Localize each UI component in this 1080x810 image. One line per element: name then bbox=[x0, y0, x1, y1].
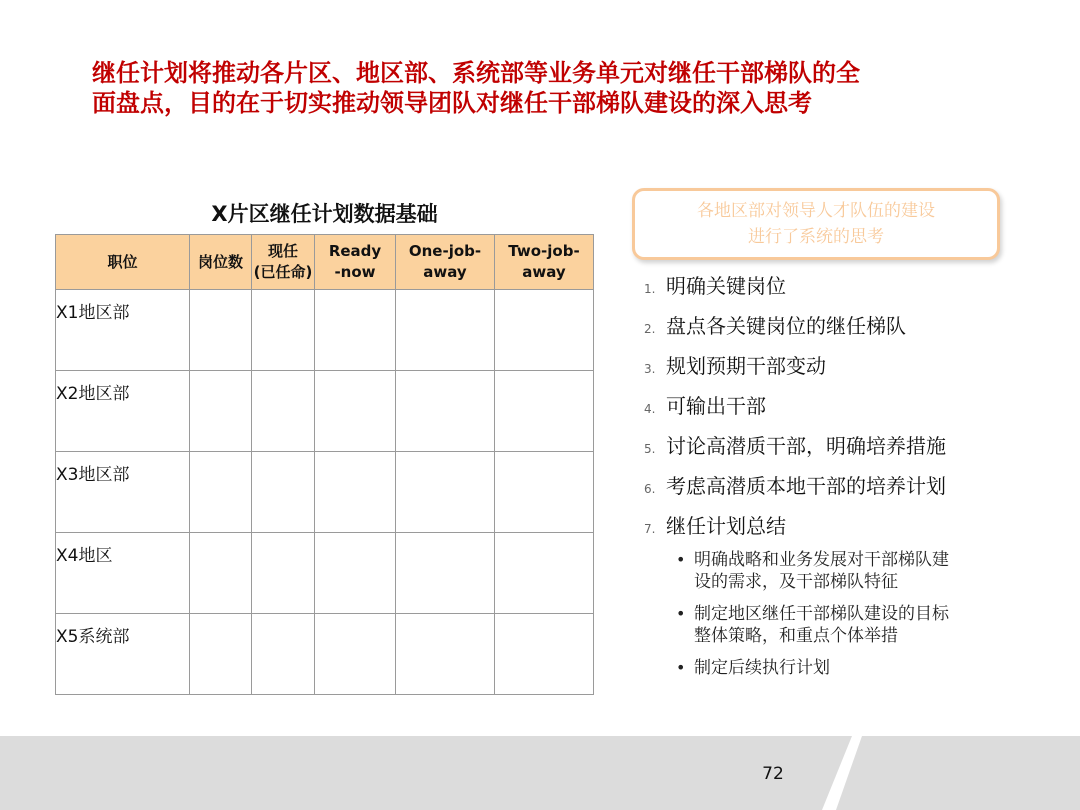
header-label: One-job- bbox=[408, 242, 482, 260]
empty-cell bbox=[495, 290, 594, 371]
empty-cell bbox=[315, 614, 396, 695]
header-label: Ready bbox=[328, 242, 382, 260]
list-item bbox=[644, 430, 1054, 470]
empty-cell bbox=[190, 533, 252, 614]
header-cell-post-count bbox=[190, 235, 252, 290]
empty-cell bbox=[315, 452, 396, 533]
step-text: 盘点各关键岗位的继任梯队 bbox=[666, 314, 906, 338]
slide-title-line-1: 继任计划将推动各片区、地区部、系统部等业务单元对继任干部梯队的全 bbox=[92, 59, 860, 87]
step-number: 1. bbox=[644, 282, 656, 296]
empty-cell bbox=[252, 614, 315, 695]
bullet-icon: • bbox=[676, 604, 686, 623]
table-caption: X片区继任计划数据基础 bbox=[211, 202, 438, 226]
empty-cell bbox=[315, 533, 396, 614]
bullet-text bbox=[694, 549, 949, 593]
table-row bbox=[56, 614, 594, 695]
table-row bbox=[56, 290, 594, 371]
row-label: X3地区部 bbox=[56, 452, 190, 533]
footer-band bbox=[0, 736, 1080, 810]
header-label-sub: (已任命) bbox=[253, 263, 313, 281]
bullet-line: 制定后续执行计划 bbox=[694, 658, 830, 678]
empty-cell bbox=[495, 371, 594, 452]
empty-cell bbox=[190, 290, 252, 371]
bullet-text bbox=[694, 603, 949, 647]
bullet-text bbox=[694, 657, 830, 679]
empty-cell bbox=[396, 614, 495, 695]
callout-line-1: 各地区部对领导人才队伍的建设 bbox=[697, 201, 935, 221]
step-text: 讨论高潜质干部，明确培养措施 bbox=[666, 434, 946, 458]
header-cell-two-job-away bbox=[495, 235, 594, 290]
list-item bbox=[676, 657, 1026, 679]
table-row bbox=[56, 371, 594, 452]
empty-cell bbox=[252, 371, 315, 452]
list-item bbox=[644, 310, 1054, 350]
bullet-icon: • bbox=[676, 658, 686, 677]
bullet-line: 整体策略，和重点个体举措 bbox=[694, 626, 898, 646]
callout-box bbox=[632, 188, 1000, 260]
step-text: 规划预期干部变动 bbox=[666, 354, 826, 378]
empty-cell bbox=[396, 371, 495, 452]
table-row bbox=[56, 533, 594, 614]
step-number: 4. bbox=[644, 402, 656, 416]
empty-cell bbox=[495, 533, 594, 614]
header-label: 现任 bbox=[267, 242, 298, 260]
empty-cell bbox=[252, 290, 315, 371]
slide-title-line-2: 面盘点，目的在于切实推动领导团队对继任干部梯队建设的深入思考 bbox=[92, 89, 812, 117]
empty-cell bbox=[190, 614, 252, 695]
empty-cell bbox=[190, 452, 252, 533]
step-text: 考虑高潜质本地干部的培养计划 bbox=[666, 474, 946, 498]
footer-grey-left bbox=[0, 736, 852, 810]
list-item bbox=[644, 510, 1054, 550]
row-label: X1地区部 bbox=[56, 290, 190, 371]
empty-cell bbox=[315, 371, 396, 452]
table-row bbox=[56, 452, 594, 533]
header-cell-position bbox=[56, 235, 190, 290]
header-cell-incumbent bbox=[252, 235, 315, 290]
step-number: 3. bbox=[644, 362, 656, 376]
empty-cell bbox=[252, 533, 315, 614]
header-label: 职位 bbox=[107, 252, 138, 271]
header-label-sub: -now bbox=[334, 263, 376, 281]
slide-title bbox=[92, 58, 992, 118]
footer-grey-right bbox=[836, 736, 1080, 810]
step-text: 继任计划总结 bbox=[666, 514, 786, 538]
summary-bullets bbox=[676, 549, 1026, 689]
step-number: 2. bbox=[644, 322, 656, 336]
header-label-sub: away bbox=[522, 263, 566, 281]
row-label: X4地区 bbox=[56, 533, 190, 614]
step-text: 可输出干部 bbox=[666, 394, 766, 418]
header-cell-one-job-away bbox=[396, 235, 495, 290]
list-item bbox=[644, 350, 1054, 390]
list-item bbox=[644, 470, 1054, 510]
list-item bbox=[644, 270, 1054, 310]
step-number: 7. bbox=[644, 522, 656, 536]
step-number: 5. bbox=[644, 442, 656, 456]
header-label-sub: away bbox=[423, 263, 467, 281]
empty-cell bbox=[252, 452, 315, 533]
header-label: 岗位数 bbox=[197, 252, 243, 271]
empty-cell bbox=[396, 452, 495, 533]
header-label: Two-job- bbox=[508, 242, 580, 260]
bullet-icon: • bbox=[676, 550, 686, 569]
header-cell-ready-now bbox=[315, 235, 396, 290]
step-number: 6. bbox=[644, 482, 656, 496]
steps-list bbox=[644, 270, 1054, 550]
callout-line-2: 进行了系统的思考 bbox=[748, 227, 884, 247]
list-item bbox=[676, 549, 1026, 593]
bullet-line: 明确战略和业务发展对干部梯队建 bbox=[694, 550, 949, 570]
step-text: 明确关键岗位 bbox=[666, 274, 786, 298]
empty-cell bbox=[495, 452, 594, 533]
row-label: X2地区部 bbox=[56, 371, 190, 452]
page-number: 72 bbox=[762, 764, 784, 784]
empty-cell bbox=[495, 614, 594, 695]
table-header-row bbox=[56, 235, 594, 290]
row-label: X5系统部 bbox=[56, 614, 190, 695]
list-item bbox=[676, 603, 1026, 647]
empty-cell bbox=[315, 290, 396, 371]
bullet-line: 制定地区继任干部梯队建设的目标 bbox=[694, 604, 949, 624]
succession-data-table bbox=[55, 234, 594, 695]
list-item bbox=[644, 390, 1054, 430]
empty-cell bbox=[396, 533, 495, 614]
empty-cell bbox=[396, 290, 495, 371]
empty-cell bbox=[190, 371, 252, 452]
bullet-line: 设的需求，及干部梯队特征 bbox=[694, 572, 898, 592]
